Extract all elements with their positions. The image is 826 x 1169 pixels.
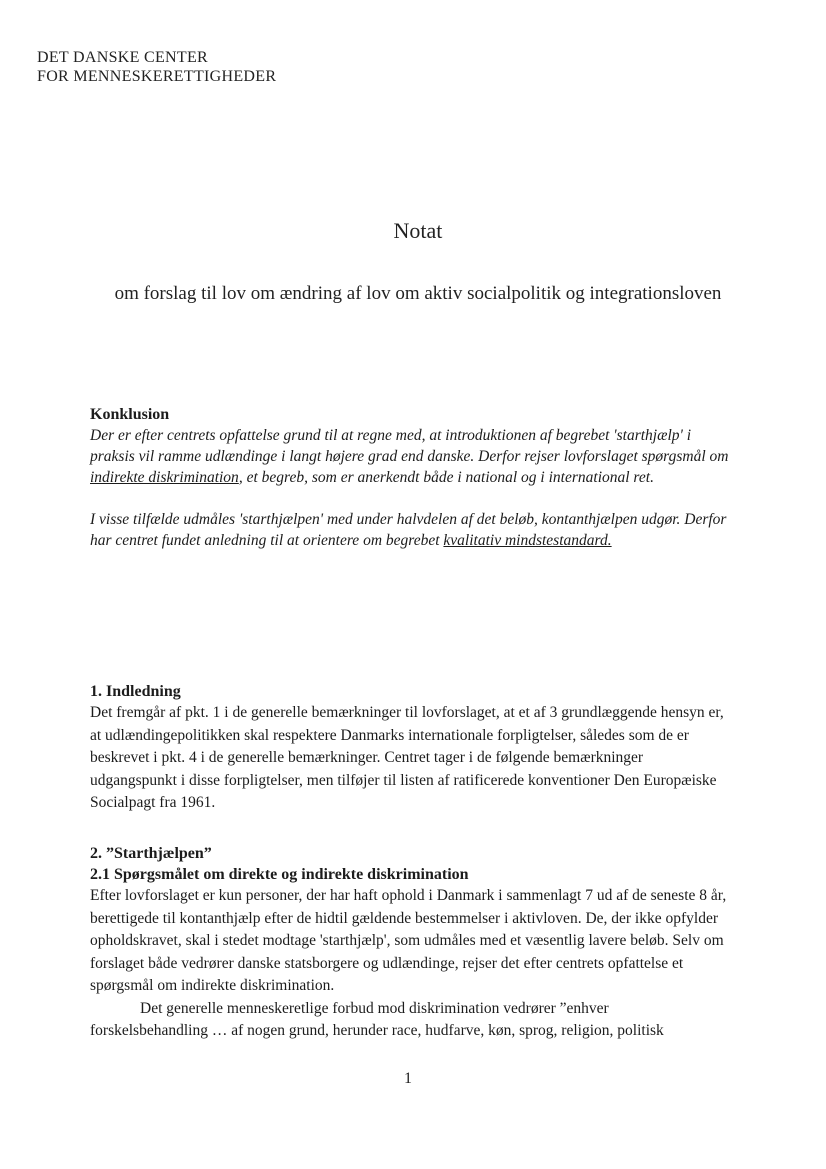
diskrimination-subheading: 2.1 Spørgsmålet om direkte og indirekte diskrimination — [90, 866, 469, 883]
organization-header — [37, 48, 276, 86]
section-indledning — [90, 681, 730, 815]
konklusion-p2-text: I visse tilfælde udmåles 'starthjælpen' med under halvdelen af det beløb, kontanthjælpen udgør. Derfor har centret fundet anledning til at orientere om begrebet — [90, 511, 727, 549]
konklusion-p2-underlined-term: kvalitativ mindstestandard. — [443, 532, 612, 549]
document-title: Notat — [393, 218, 443, 243]
document-subtitle: om forslag til lov om ændring af lov om aktiv socialpolitik og integrationsloven — [114, 283, 722, 304]
konklusion-paragraph-1 — [90, 425, 730, 488]
konklusion-p1-underlined-term: indirekte diskrimination — [90, 469, 239, 486]
indledning-paragraph: Det fremgår af pkt. 1 i de generelle bemærkninger til lovforslaget, at et af 3 grundlæggende hensyn er, at udlændingepolitikken skal respektere Danmarks internationale forpligtelser, således som de er beskrevet i pkt. 4 i de generelle bemærkninger. Centret tager i de følgende bemærkninger udgangspunkt i disse forpligtelser, men tilføjer til listen af ratificerede konventioner Den Europæiske Socialpagt fra 1961. — [90, 704, 724, 811]
page-number: 1 — [404, 1070, 412, 1087]
organization-name-line2: FOR MENNESKERETTIGHEDER — [37, 68, 277, 85]
starthjaelpen-heading: 2. ”Starthjælpen” — [90, 845, 212, 862]
section-starthjaelpen — [90, 843, 730, 1043]
konklusion-heading: Konklusion — [90, 406, 170, 423]
starthjaelpen-paragraph-1: Efter lovforslaget er kun personer, der har haft ophold i Danmark i sammenlagt 7 ud af de seneste 8 år, berettigede til kontanthjælp efter de hidtil gældende bestemmelser i aktivloven. De, der ikke opfylder opholdskravet, skal i stedet modtage 'starthjælp', som udmåles med et væsentlig lavere beløb. Selv om forslaget både vedrører danske statsborgere og udlændinge, rejser det efter centrets opfattelse et spørgsmål om indirekte diskrimination. — [90, 887, 727, 994]
konklusion-paragraph-2 — [90, 509, 730, 551]
indledning-heading: 1. Indledning — [90, 683, 181, 700]
konklusion-p1-text-a: Der er efter centrets opfattelse grund til at regne med, at introduktionen af begrebet 'starthjælp' i praksis vil ramme udlændinge i langt højere grad end danske. Derfor rejser lovforslaget spørgsmål om — [90, 427, 729, 465]
konklusion-section — [90, 404, 730, 551]
organization-name-line1: DET DANSKE CENTER — [37, 49, 209, 66]
starthjaelpen-paragraph-2: Det generelle menneskeretlige forbud mod diskrimination vedrører ”enhver forskelsbehandling … af nogen grund, herunder race, hudfarve, køn, sprog, religion, politisk — [90, 999, 664, 1039]
konklusion-p1-text-b: , et begreb, som er anerkendt både i national og i international ret. — [238, 469, 654, 486]
